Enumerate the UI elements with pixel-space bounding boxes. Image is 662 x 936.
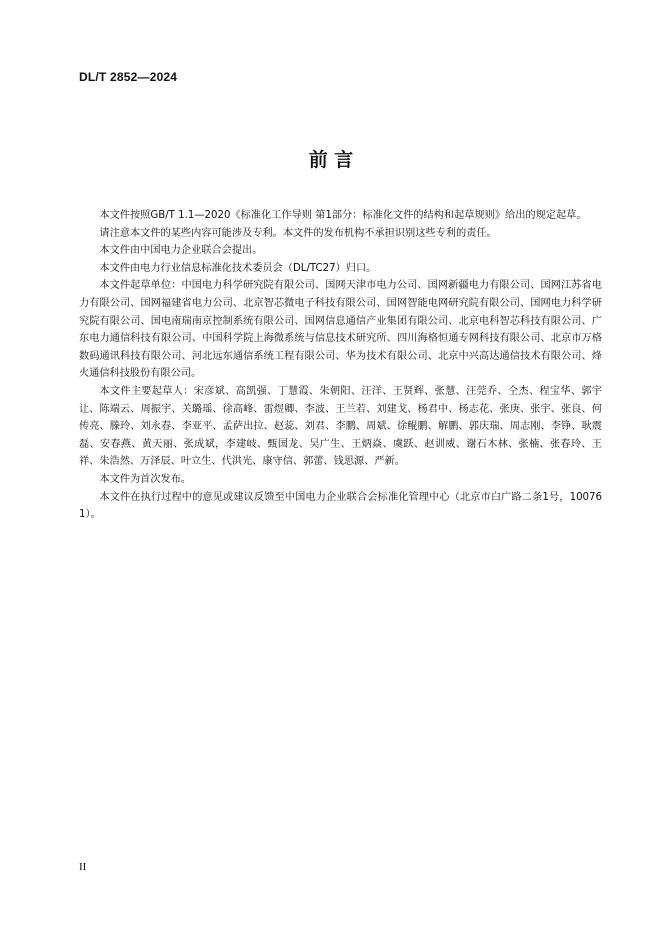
paragraph-drafting-rules: 本文件按照GB/T 1.1—2020《标准化工作导则 第1部分：标准化文件的结构和起草规则》给出的规定起草。 bbox=[99, 210, 587, 221]
paragraph-drafting-units: 本文件起草单位：中国电力科学研究院有限公司、国网天津市电力公司、国网新疆电力有限公司、国网江苏省电力有限公司、国网福建省电力公司、北京智芯微电子科技有限公司、国网智能电网研究院有限公司、国网电力科学研究院有限公司、国电南瑞南京控制系统有限公司、国网信息通信产业集团有限公司、北京电科智芯科技有限公司、广东电力通信科技有限公司、中国科学院上海微系统与信息技术研究所、四川海格恒通专网科技有限公司、北京市万格数码通讯科技有限公司、河北远东通信系统工程有限公司、华为技术有限公司、北京中兴高达通信技术有限公司、烽火通信科技股份有限公司。 bbox=[79, 280, 602, 380]
paragraph-feedback: 本文件在执行过程中的意见或建议反馈至中国电力企业联合会标准化管理中心（北京市白广路二条1号，100761）。 bbox=[79, 491, 602, 521]
paragraph-committee: 本文件由电力行业信息标准化技术委员会（DL/TC27）归口。 bbox=[99, 262, 377, 274]
page-title: 前 言 bbox=[308, 149, 354, 171]
paragraph-drafters: 本文件主要起草人：宋彦斌、高凯强、丁慧霞、朱朝阳、汪洋、王贤辉、张慧、汪莞乔、仝杰、程宝华、郭宇让、陈端云、周振宇、关璐瑶、徐高峰、雷煜卿、李波、王兰若、刘建戈、杨君中、杨志花、张庚、张宇、张良、何传亮、滕玲、刘永春、李亚平、孟萨出拉、赵蕊、刘君、李鹏、周斌、徐鲲鹏、解鹏、郭庆瑞、周志刚、李铮、耿震磊、安春燕、黄天丽、张成斌，李建岐、甄国龙、吴广生、王炳焱、虞跃、赵训威、谢石木林、张楠、张春玲、王祥、朱浩然、万泽辰、叶立生、代洪光、康守信、郭蕾、钱思源、严新。 bbox=[79, 385, 602, 468]
paragraph-patent-notice: 请注意本文件的某些内容可能涉及专利。本文件的发布机构不承担识别这些专利的责任。 bbox=[99, 227, 497, 239]
paragraph-proposer: 本文件由中国电力企业联合会提出。 bbox=[99, 245, 263, 257]
document-code: DL/T 2852—2024 bbox=[79, 70, 178, 84]
page-number: II bbox=[79, 861, 87, 873]
foreword-body bbox=[79, 207, 602, 524]
paragraph-first-release: 本文件为首次发布。 bbox=[99, 473, 192, 485]
